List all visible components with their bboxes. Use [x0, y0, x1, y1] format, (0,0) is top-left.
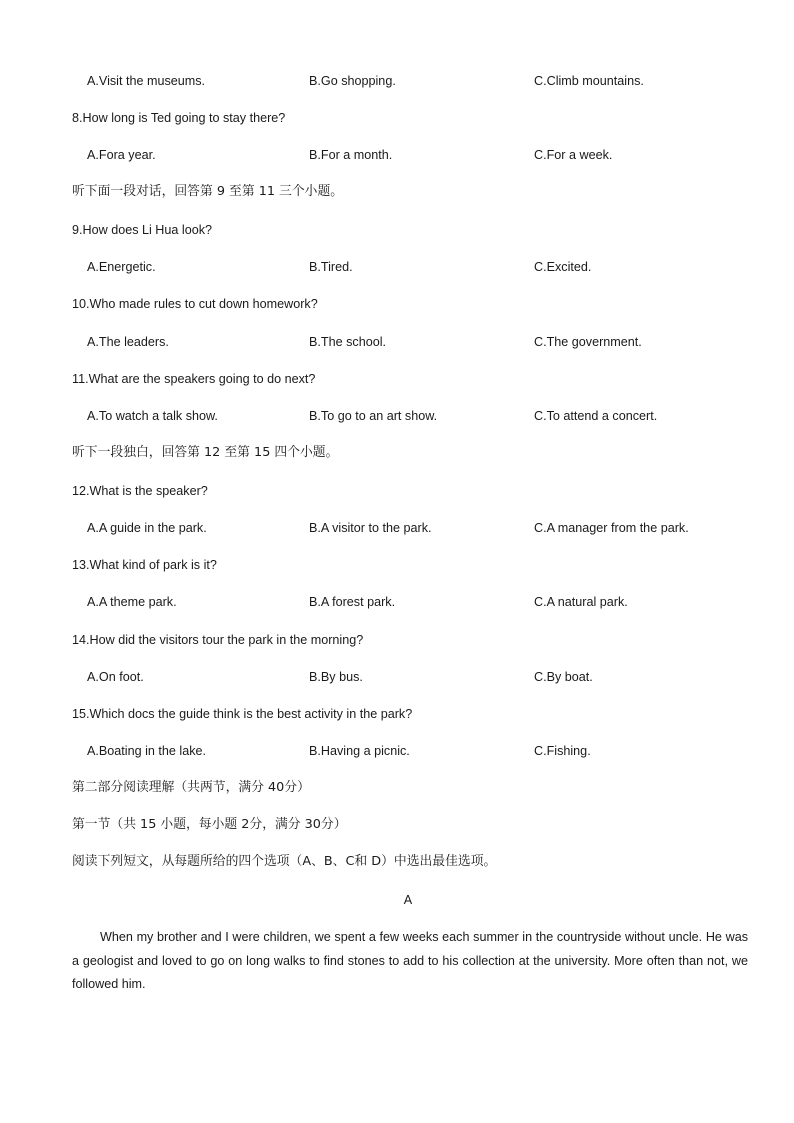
q15-option-b: B.Having a picnic.: [309, 744, 410, 758]
q11-question: 11.What are the speakers going to do next?: [72, 372, 316, 386]
q13-option-b: B.A forest park.: [309, 595, 396, 609]
q9-option-c: C.Excited.: [534, 260, 592, 274]
q13-option-c: C.A natural park.: [534, 595, 628, 609]
passage-text: When my brother and I were children, we spent a few weeks each summer in the countryside without uncle. He was a geologist and loved to go on long walks to find stones to add to his collection at the university. More often than not, we followed him.: [72, 930, 748, 991]
q8-option-b: B.For a month.: [309, 148, 393, 162]
q8-option-c: C.For a week.: [534, 148, 613, 162]
q14-option-b: B.By bus.: [309, 670, 363, 684]
part2-title: 第二部分阅读理解（共两节，满分 40分）: [72, 780, 310, 795]
q7-option-c: C.Climb mountains.: [534, 74, 644, 88]
q15-option-c: C.Fishing.: [534, 744, 591, 758]
q10-question: 10.Who made rules to cut down homework?: [72, 297, 318, 311]
q11-option-a: A.To watch a talk show.: [87, 409, 218, 423]
passage-label: A: [403, 893, 413, 907]
q15-question: 15.Which docs the guide think is the best activity in the park?: [72, 707, 413, 721]
q15-option-a: A.Boating in the lake.: [87, 744, 207, 758]
q9-option-a: A.Energetic.: [87, 260, 156, 274]
q11-option-c: C.To attend a concert.: [534, 409, 658, 423]
q12-option-a: A.A guide in the park.: [87, 521, 207, 535]
q13-option-a: A.A theme park.: [87, 595, 177, 609]
q11-option-b: B.To go to an art show.: [309, 409, 438, 423]
q12-option-b: B.A visitor to the park.: [309, 521, 432, 535]
q9-option-b: B.Tired.: [309, 260, 353, 274]
q9-question: 9.How does Li Hua look?: [72, 223, 213, 237]
q7-option-b: B.Go shopping.: [309, 74, 396, 88]
q14-option-a: A.On foot.: [87, 670, 144, 684]
q12-question: 12.What is the speaker?: [72, 484, 208, 498]
q14-question: 14.How did the visitors tour the park in the morning?: [72, 633, 364, 647]
reading-instruction: 阅读下列短文，从每题所给的四个选项（A、B、C和 D）中选出最佳选项。: [72, 854, 497, 869]
q10-option-b: B.The school.: [309, 335, 387, 349]
passage-paragraph: [72, 926, 748, 997]
instruction-9-11: 听下面一段对话，回答第 9 至第 11 三个小题。: [72, 184, 344, 199]
q13-question: 13.What kind of park is it?: [72, 558, 217, 572]
q8-option-a: A.Fora year.: [87, 148, 156, 162]
q12-option-c: C.A manager from the park.: [534, 521, 689, 535]
q10-option-a: A.The leaders.: [87, 335, 169, 349]
q7-option-a: A.Visit the museums.: [87, 74, 206, 88]
q10-option-c: C.The government.: [534, 335, 642, 349]
q8-question: 8.How long is Ted going to stay there?: [72, 111, 286, 125]
instruction-12-15: 听下一段独白，回答第 12 至第 15 四个小题。: [72, 445, 339, 460]
section1-title: 第一节（共 15 小题，每小题 2分，满分 30分）: [72, 817, 347, 832]
q14-option-c: C.By boat.: [534, 670, 593, 684]
